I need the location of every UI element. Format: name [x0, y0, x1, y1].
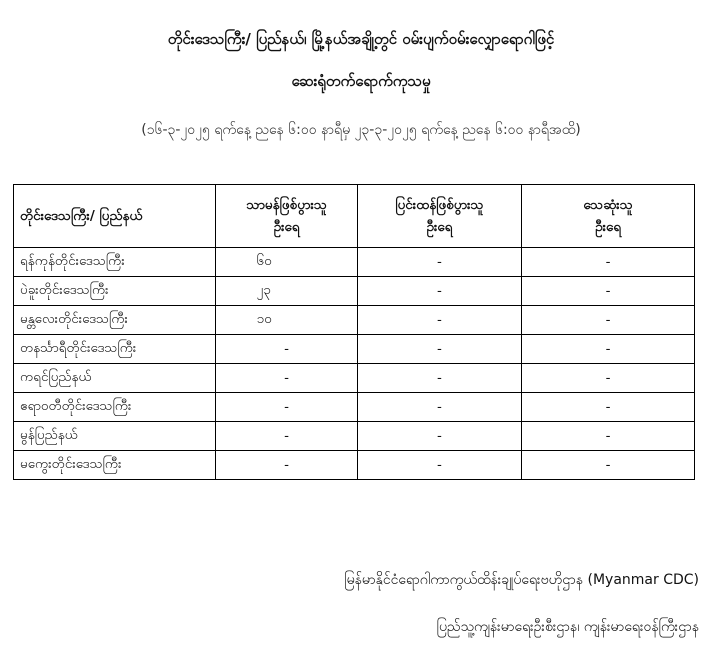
document-subtitle: ဆေးရုံတက်ရောက်ကုသမှု: [291, 72, 431, 90]
region-cell: မန္တလေးတိုင်းဒေသကြီး: [14, 306, 216, 335]
deaths-cell: -: [522, 364, 695, 393]
region-cell: ရန်ကုန်တိုင်းဒေသကြီး: [14, 248, 216, 277]
deaths-cell: -: [522, 393, 695, 422]
table-row: [14, 306, 695, 335]
header-deaths-line1: သေဆုံးသူ: [583, 197, 633, 213]
header-region-label: တိုင်းဒေသကြီး/ ပြည်နယ်: [20, 208, 143, 224]
table-row: [14, 393, 695, 422]
region-cell: မကွေးတိုင်းဒေသကြီး: [14, 451, 216, 480]
header-mild-line2: ဦးရေ: [273, 219, 300, 235]
header-deaths-line2: ဦးရေ: [595, 219, 622, 235]
deaths-cell: -: [522, 248, 695, 277]
header-severe-line1: ပြင်းထန်ဖြစ်ပွားသူ: [395, 197, 484, 213]
table-header-row: [14, 185, 695, 248]
mild-cell: -: [216, 393, 357, 422]
hospitalization-table: [13, 184, 695, 480]
table-row: [14, 248, 695, 277]
region-cell: မွန်ပြည်နယ်: [14, 422, 216, 451]
header-deaths: [522, 185, 695, 248]
header-severe-line2: ဦးရေ: [426, 219, 453, 235]
table-row: [14, 364, 695, 393]
header-severe-cases: [357, 185, 521, 248]
severe-cell: -: [357, 422, 521, 451]
region-cell: ကရင်ပြည်နယ်: [14, 364, 216, 393]
mild-cell: -: [216, 451, 357, 480]
severe-cell: -: [357, 451, 521, 480]
mild-cell: ၂၃: [216, 277, 357, 306]
table-row: [14, 451, 695, 480]
mild-cell: ၆၀: [216, 248, 357, 277]
deaths-cell: -: [522, 422, 695, 451]
mild-cell: -: [216, 422, 357, 451]
header-region: [14, 185, 216, 248]
region-cell: ပဲခူးတိုင်းဒေသကြီး: [14, 277, 216, 306]
table-row: [14, 422, 695, 451]
mild-cell: -: [216, 335, 357, 364]
deaths-cell: -: [522, 335, 695, 364]
issuer-line-1: မြန်မာနိုင်ငံရောဂါကာကွယ်ထိန်းချုပ်ရေးဗဟိုဌာန (Myanmar CDC): [344, 572, 699, 588]
severe-cell: -: [357, 335, 521, 364]
header-mild-cases: [216, 185, 357, 248]
deaths-cell: -: [522, 306, 695, 335]
table-row: [14, 335, 695, 364]
severe-cell: -: [357, 364, 521, 393]
reporting-period: (၁၆-၃-၂၀၂၅ ရက်နေ့ ညနေ ၆:၀၀ နာရီမှ ၂၃-၃-၂၀၂၅ ရက်နေ့ ညနေ ၆:၀၀ နာရီအထိ): [141, 122, 581, 138]
region-cell: တနင်္သာရီတိုင်းဒေသကြီး: [14, 335, 216, 364]
table-row: [14, 277, 695, 306]
mild-cell: ၁၀: [216, 306, 357, 335]
deaths-cell: -: [522, 451, 695, 480]
header-mild-line1: သာမန်ဖြစ်ပွားသူ: [246, 197, 327, 213]
deaths-cell: -: [522, 277, 695, 306]
severe-cell: -: [357, 248, 521, 277]
mild-cell: -: [216, 364, 357, 393]
severe-cell: -: [357, 277, 521, 306]
document-title: တိုင်းဒေသကြီး/ ပြည်နယ်၊ မြို့နယ်အချို့တွင် ဝမ်းပျက်ဝမ်းလျှောရောဂါဖြင့်: [167, 30, 555, 48]
region-cell: ဧရာဝတီတိုင်းဒေသကြီး: [14, 393, 216, 422]
issuer-line-2: ပြည်သူ့ကျန်းမာရေးဦးစီးဌာန၊ ကျန်းမာရေးဝန်ကြီးဌာန: [436, 619, 699, 635]
severe-cell: -: [357, 306, 521, 335]
severe-cell: -: [357, 393, 521, 422]
